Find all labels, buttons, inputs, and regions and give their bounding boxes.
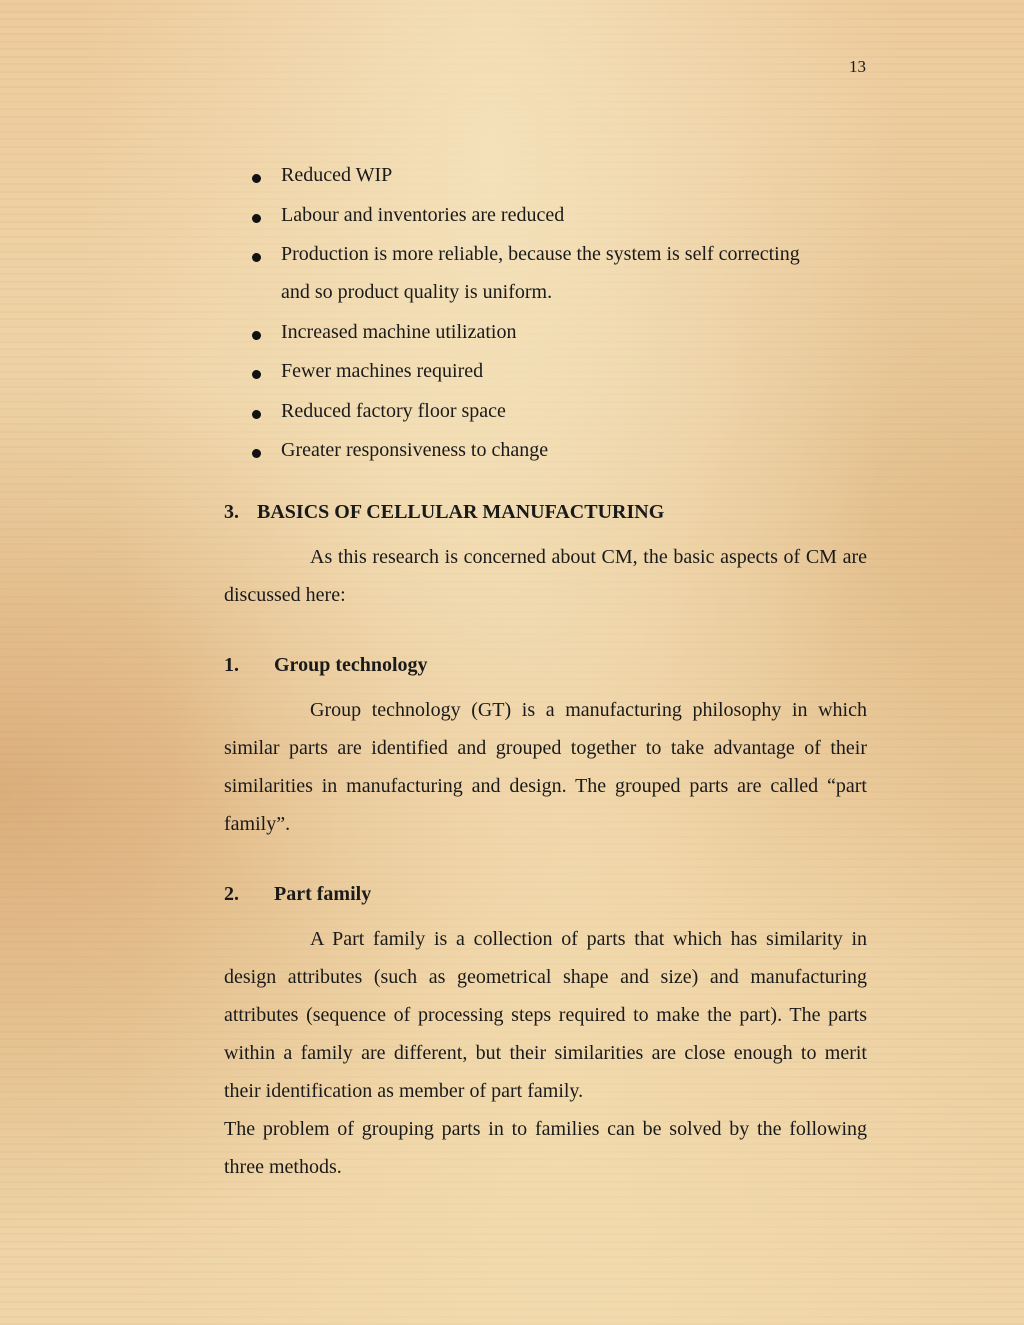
subsection-1-number: 1. [224, 654, 239, 676]
bullet-text: Production is more reliable, because the system is self correcting [281, 243, 800, 265]
bullet-item [250, 431, 870, 469]
subsection-1-heading [224, 651, 428, 679]
subsection-1-title: Group technology [274, 654, 428, 676]
bullet-text: Reduced WIP [281, 164, 393, 186]
part-family-paragraph: A Part family is a collection of parts that which has similarity in design attributes (such as geometrical shape and size) and manufacturing attributes (sequence of processing steps required to make the part). The parts within a family are different, but their similarities are close enough to merit their identification as member of part family. [224, 928, 867, 1102]
bullet-item [250, 313, 870, 351]
bullet-text: Labour and inventories are reduced [281, 203, 565, 226]
subsection-2-heading [224, 880, 371, 908]
bullet-text: Increased machine utilization [281, 320, 517, 343]
section-3-title: BASICS OF CELLULAR MANUFACTURING [257, 501, 665, 523]
bullet-dot-icon [252, 331, 261, 340]
bullet-dot-icon [252, 449, 261, 458]
bullet-item [250, 352, 870, 390]
grouping-methods-paragraph: The problem of grouping parts in to families can be solved by the following three methods. [224, 1118, 867, 1178]
bullet-text: Greater responsiveness to change [281, 439, 549, 461]
benefits-bullet-list [250, 156, 870, 471]
section-3-intro: As this research is concerned about CM, the basic aspects of CM are discussed here: [224, 546, 867, 606]
bullet-item [250, 156, 870, 194]
bullet-item [250, 392, 870, 430]
section-3-number: 3. [224, 501, 239, 523]
bullet-dot-icon [252, 174, 261, 183]
bullet-item [250, 235, 870, 311]
bullet-item [250, 196, 870, 234]
bullet-dot-icon [252, 370, 261, 379]
bullet-dot-icon [252, 253, 261, 262]
section-3-heading [224, 498, 664, 526]
bullet-text: Reduced factory floor space [281, 399, 506, 422]
bullet-text: Fewer machines required [281, 360, 484, 382]
subsection-2-number: 2. [224, 883, 239, 905]
bullet-text-continued: and so product quality is uniform. [281, 281, 553, 303]
bullet-dot-icon [252, 410, 261, 419]
bullet-dot-icon [252, 214, 261, 223]
page-number: 13 [849, 57, 866, 76]
group-technology-paragraph: Group technology (GT) is a manufacturing philosophy in which similar parts are identified and grouped together to take advantage of their similarities in manufacturing and design. The grouped parts are called “part family”. [224, 699, 867, 835]
subsection-2-title: Part family [274, 883, 372, 905]
